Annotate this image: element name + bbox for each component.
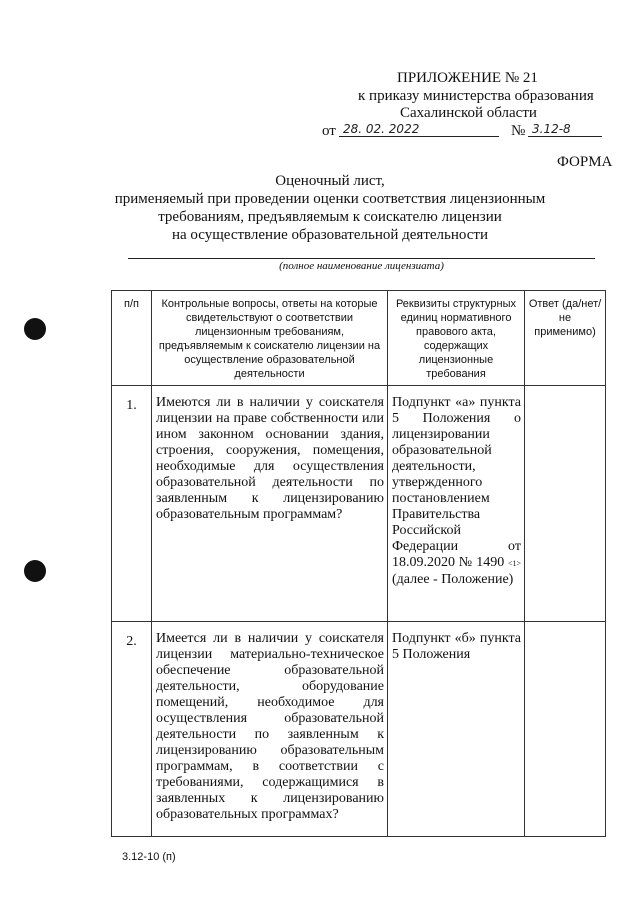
requisites-text: Подпункт «а» пункта 5 Положения о лицензировании образовательной деятельности, утвержденного постановлением Правительства Российской Федерации от 18.09.2020 № 1490 xyxy=(392,395,521,570)
document-title xyxy=(110,172,550,244)
row-answer[interactable] xyxy=(525,386,606,622)
form-label: ФОРМА xyxy=(557,154,613,170)
punch-hole-bottom xyxy=(24,560,46,582)
appendix-order-line: к приказу министерства образования xyxy=(358,88,594,104)
number-value: 3.12-8 xyxy=(532,122,571,136)
header-requisites: Реквизиты структурных единиц нормативного правового акта, содержащих лицензионные требования xyxy=(388,291,525,386)
number-field xyxy=(528,120,602,137)
row-question: Имеется ли в наличии у соискателя лицензии материально-техническое обеспечение образовательной деятельности, оборудование помещений, необходимое для осуществления образовательной деятельности по заявленным к лицензированию образовательным программам, в соответствии с требованиями, содержащимися в заявленных к лицензированию образовательных программах? xyxy=(152,622,388,837)
title-line-3: требованиям, предъявляемым к соискателю лицензии xyxy=(158,209,502,225)
header-answer: Ответ (да/нет/не применимо) xyxy=(525,291,606,386)
row-requisites xyxy=(388,386,525,622)
footer-code: 3.12-10 (п) xyxy=(122,851,176,863)
title-line-4: на осуществление образовательной деятельности xyxy=(171,227,489,243)
row-num: 1. xyxy=(112,386,152,622)
licensee-caption: (полное наименование лицензиата) xyxy=(279,260,444,272)
date-label: от xyxy=(322,123,336,139)
date-value: 28. 02. 2022 xyxy=(343,122,420,136)
number-label: № xyxy=(511,123,526,139)
header-num: п/п xyxy=(112,291,152,386)
appendix-region-line: Сахалинской области xyxy=(400,105,537,121)
row-num: 2. xyxy=(112,622,152,837)
row-answer[interactable] xyxy=(525,622,606,837)
title-line-2: применяемый при проведении оценки соответствия лицензионным xyxy=(114,191,546,207)
table-header-row xyxy=(112,291,606,386)
row-requisites: Подпункт «б» пункта 5 Положения xyxy=(388,622,525,837)
punch-hole-top xyxy=(24,318,46,340)
date-field xyxy=(339,120,499,137)
table-row xyxy=(112,622,606,837)
title-line-1: Оценочный лист, xyxy=(275,173,385,189)
header-question: Контрольные вопросы, ответы на которые свидетельствуют о соответствии лицензионным требованиям, предъявляемым к соискателю лицензии на осуществление образовательной деятельности xyxy=(152,291,388,386)
licensee-name-line xyxy=(128,258,595,259)
requisites-tail: (далее - Положение) xyxy=(392,572,514,587)
row-question: Имеются ли в наличии у соискателя лицензии на праве собственности или ином законном основании здания, строения, сооружения, помещения, необходимые для осуществления образовательной деятельности по заявленным к лицензированию образовательным программам? xyxy=(152,386,388,622)
evaluation-table xyxy=(111,290,606,837)
table-row xyxy=(112,386,606,622)
footnote-marker: <1> xyxy=(507,559,522,568)
appendix-title: ПРИЛОЖЕНИЕ № 21 xyxy=(397,70,538,86)
